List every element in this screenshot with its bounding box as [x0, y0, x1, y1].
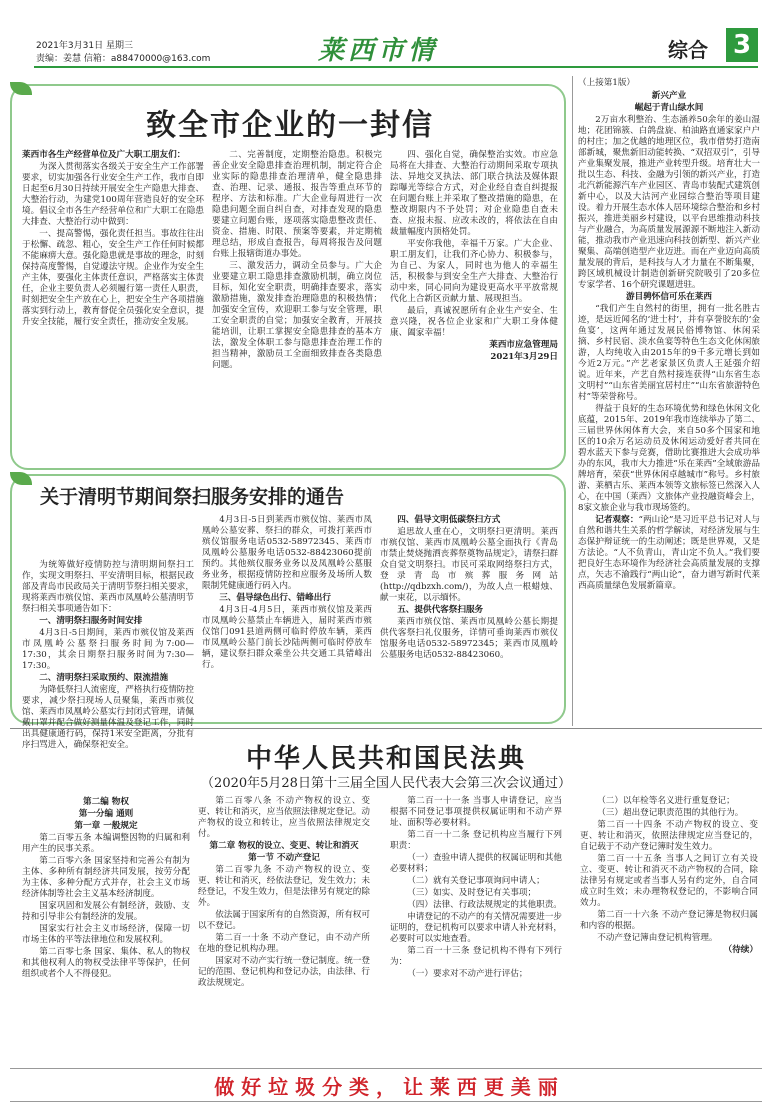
- letter-paragraph: 平安你我他，幸福千万家。广大企业、职工朋友们，让我们齐心协力、积极参与，为自己、为家人，同时也为他人的幸福生活，积极参与到安全生产大排查、大整治行动中来，同心同向为建设更高水平平放常规代化上合新区贡献力量、展现担当。: [390, 239, 558, 304]
- sidebar-column: [578, 78, 760, 724]
- footer-banner: [10, 1068, 762, 1102]
- notice-paragraph: 莱西市殡仪馆、莱西市凤凰岭公墓长期提供代客祭扫礼仪服务，详情可垂询莱西市殡仪馆服务电话0532-58972345；莱西市凤凰岭公墓服务电话0532-88423060。: [380, 617, 558, 660]
- letter-paragraph: 二、完善制度，定期整治隐患。积极完善企业安全隐患排查治理机制，制定符合企业实际的隐患排查治理清单，健全隐患排查、治理、记录、通报、报告等重点环节的程序、方法和标准。广大企业每周进行一次隐患问题全面自纠自查，对排查发现的隐患要建立问题台账，逐项落实隐患整改责任、资金、措施、时限、预案等要素，并定期梳理总结，形成自查报告，每周将报告及问题台账上报辖街道办事处。: [212, 150, 382, 259]
- letter-paragraph: 最后，真诚祝愿所有企业生产安全、生意兴隆，祝各位企业家和广大职工身体健康、阖家幸福！: [390, 306, 558, 338]
- civil-article: 第二百一十五条 当事人之间订立有关设立、变更、转让和消灭不动产物权的合同，除法律另有规定或者当事人另有约定外，自合同成立时生效；未办理物权登记的，不影响合同效力。: [580, 854, 758, 908]
- qingming-title: 关于清明节期间祭扫服务安排的通告: [40, 486, 345, 508]
- letter-paragraph: 一、提高警惕，强化责任担当。事故往往出于松懈、疏忽、粗心，安全生产工作任何时候都不能麻痹大意。强化隐患就是事故的理念，时刻保持高度警惕，自觉遵法守规。企业作为安全生产主体，要强化主体责任意识，严格落实主体责任，企业主要负责人必须履行第一责任人职责，时刻把安全生产放在心上，把安全生产各项措施落实到行动上，教育督促全员强化安全意识，提升安全技能，履行安全责任，推动安全发展。: [22, 229, 204, 327]
- sidebar-heading: 新兴产业: [651, 91, 687, 101]
- civil-article: （三）超出登记职责范围的其他行为。: [597, 808, 744, 818]
- civil-chapter: 第一章 一般规定: [74, 821, 138, 831]
- header-editor: 责编：姜慧 信箱：a88470000@163.com: [36, 54, 211, 64]
- letter-paragraph: 四、强化自觉，确保整治实效。市应急局将在大排查、大整治行动期间采取专项执法、异地交叉执法、部门联合执法及媒体跟踪曝光等综合方式，对企业经自查自纠提报在问题台账上并采取了整改措施的隐患，在整改期限内不予处罚；对企业隐患自查未查、应报未报、应改未改的，将依法在自由裁量幅度内顶格处罚。: [390, 150, 558, 237]
- civil-article: 第二百一十二条 登记机构应当履行下列职责：: [390, 830, 562, 851]
- notice-heading: 三、倡导绿色出行、错峰出行: [219, 593, 331, 603]
- letter-col-1: [22, 150, 204, 462]
- notice-heading: 四、倡导文明低碳祭扫方式: [397, 515, 501, 525]
- qingming-col-2: [202, 515, 372, 715]
- qingming-col-1: [22, 560, 194, 750]
- civil-article: 第二百一十四条 不动产物权的设立、变更、转让和消灭，依照法律规定应当登记的，自记载于不动产登记簿时发生效力。: [580, 820, 758, 852]
- notice-paragraph: 4月3日-4月5日，莱西市殡仪馆及莱西市凤凰岭公墓禁止车辆进入，届时莱西市殡仪馆门091县道两侧可临时停放车辆，莱西市凤凰岭公墓门前长沙陆两侧可临时停放车辆，建议祭扫群众乘坐公共交通工具错峰出行。: [202, 605, 372, 670]
- civil-article: 第二百一十三条 登记机构不得有下列行为：: [390, 946, 562, 967]
- civil-article: 不动产登记簿由登记机构管理。: [597, 933, 718, 943]
- letter-date: 2021年3月29日: [490, 352, 558, 362]
- header-rule: [34, 66, 758, 68]
- notice-heading: 二、清明祭扫采取预约、限流措施: [39, 673, 169, 683]
- section-rule: [10, 728, 762, 729]
- civil-article: 依法属于国家所有的自然资源，所有权可以不登记。: [198, 910, 370, 931]
- civil-article: 第二百零六条 国家坚持和完善公有制为主体、多种所有制经济共同发展，按劳分配为主体、多种分配方式并存，社会主义市场经济体制等社会主义基本经济制度。: [22, 856, 190, 899]
- civil-article: 国家对不动产实行统一登记制度。统一登记的范围、登记机构和登记办法，由法律、行政法规规定。: [198, 956, 370, 988]
- civil-col-2: [198, 796, 370, 1064]
- letter-paragraph: 为深入贯彻落实各级关于安全生产工作部署要求，切实加强各行业安全生产工作，我市自即日起至6月30日持续开展安全生产隐患大排查、大整治行动，为建党100周年营造良好的安全环境。倡议全市各生产经营单位和广大职工在隐患大排查、大整治行动中做到：: [22, 162, 204, 227]
- civil-article: 第二百零九条 不动产物权的设立、变更、转让和消灭，经依法登记，发生效力；未经登记，不发生效力，但是法律另有规定的除外。: [198, 865, 370, 908]
- civil-article: 国家实行社会主义市场经济，保障一切市场主体的平等法律地位和发展权利。: [22, 924, 190, 945]
- notice-heading: 一、清明祭扫服务时间安排: [39, 616, 143, 626]
- sidebar-paragraph: 得益于良好的生态环境优势和绿色休闲文化底蕴，2015年、2019年我市连续举办了第二、三届世界休闲体育大会，来自50多个国家和地区的10余万名运动员及休闲运动爱好者共同在碧水蓝天下参与竞赛，借助比赛推进大会成功举办的东风，我市大力推进“乐在莱西”全域旅游品牌培育，荣获“世界休闲卓越城市”称号。乡村旅游、莱栖古乐、莱西本领等文旅标签已然深入人心，在中国（莱西）文旅体产业投融资峰会上，8家文旅企业与我市现场签约。: [578, 404, 760, 513]
- sidebar-heading: 游目骋怀信可乐在莱西: [626, 292, 712, 302]
- notice-paragraph: 4月3日-5日期间，莱西市殡仪馆及莱西市凤凰岭公墓祭扫服务时间为7:00—17:30，其余日期祭扫服务时间为7:30—17:30。: [22, 628, 194, 671]
- sidebar-paragraph: 2万亩水利整治、生态涵养50余年的姜山湿地；花团锦簇、白鸽盘旋、柏油路直通家家户户的村庄；加之优越的地理区位，我市借势打造南部新城，聚焦新旧动能转换、“双招双引”，引导产业集聚发展，推进产业转型升级。培育壮大一批以生态、科技、金融为引领的新兴产业，打造北汽新能源汽车产业园区、青岛市装配式建筑创新中心，以及大沽河产业园综合整治等项目建设。着力开展生态水体人居环境综合整治和乡村振兴，推进美丽乡村建设，以平台思维推动科技与产业融合，为高质量发展源源不断地注入新动能，推动我市产业迅速向科技创新型、新兴产业聚集、高端创造型产业迈进。而在产业迈向高质量发展的背后，是科技与人才力量在不断集聚，跨区域机械设计制造创新研究院吸引了20多位专家学者、16个研究课题进驻。: [578, 115, 760, 290]
- civil-article: 第二百一十条 不动产登记，由不动产所在地的登记机构办理。: [198, 933, 370, 954]
- civil-chapter: 第二章 物权的设立、变更、转让和消灭: [209, 841, 359, 851]
- civil-article: 第二百一十一条 当事人申请登记，应当根据不同登记事项提供权属证明和不动产界址、面积等必要材料。: [390, 796, 562, 828]
- civil-section: 第一节 不动产登记: [248, 853, 320, 863]
- letter-signer: 莱西市应急管理局: [489, 340, 558, 350]
- reporter-note-title: 记者观察：: [595, 515, 639, 525]
- civil-col-3: [390, 796, 562, 1064]
- reporter-note-text: “两山论”是习近平总书记对人与自然和谐共生关系的哲学解读，对经济发展与生态保护辩证统一的生动阐述；既是世界观，又是方法论。“人不负青山，青山定不负人。”我们要把良好生态环境作为经济社会高质量发展的支撑点，矢志不渝践行“两山论”，奋力谱写新时代莱西高质量绿色发展新篇章。: [578, 515, 760, 591]
- footer-slogan: 做 好 垃 圾 分 类 ， 让 莱 西 更 美 丽: [214, 1074, 558, 1099]
- letter-paragraph: 三、激发活力，调动全员参与。广大企业要建立职工隐患排查激励机制，确立岗位目标，知化安全职责，明确排查要求，落实激励措施，激发排查治理隐患的积极热情；加强安全宣传，欢迎职工参与安全管理，职工安全职责的自觉；加强安全教育，开展技能培训，让职工掌握安全隐患排查的基本方法，激发全体职工参与隐患排查治理工作的担当精神，激励员工全面细致排查各类隐患问题。: [212, 261, 382, 370]
- sidebar-paragraph: “我们产生自然村的街里，拥有一批名胜古迹，是远近闻名的‘进士村’，并有享誉胶东的‘金鱼宴’，这两年通过发展民俗博物馆、休闲采摘、乡村民宿、淡水鱼宴等特色生态文化休闲旅游，人均纯收入由2015年的9千多元增长到如今近2万元。”产艺老家景区负责人王延强介绍说。近年来，产艺自然村接连获得“山东省生态文明村”“山东省美丽宜居村庄”“山东省旅游特色村”等荣誉称号。: [578, 304, 760, 402]
- masthead: [0, 0, 772, 70]
- civil-article: （二）就有关登记事项询问申请人；: [407, 876, 545, 886]
- newspaper-logo: 莱西市情: [318, 36, 439, 66]
- civil-code-title: 中华人民共和国民法典: [245, 744, 526, 774]
- page-number: 3: [726, 28, 758, 62]
- civil-article: 第二百一十六条 不动产登记簿是物权归属和内容的根据。: [580, 910, 758, 931]
- civil-section: 第一分编 通则: [78, 809, 134, 819]
- qingming-col-3: [380, 515, 558, 715]
- civil-col-1: [22, 796, 190, 1064]
- civil-col-4: [580, 796, 758, 1064]
- reporter-note: [578, 515, 760, 592]
- notice-heading: 五、提供代客祭扫服务: [397, 605, 484, 615]
- civil-part: 第二编 物权: [83, 797, 129, 807]
- notice-paragraph: 为统筹做好疫情防控与清明期间祭扫工作，实现文明祭扫、平安清明目标，根据民政部及青岛市民政局关于清明节祭扫相关要求，现将莱西市殡仪馆、莱西市凤凰岭公墓清明节祭扫相关事项通告如下：: [22, 560, 194, 614]
- header-date: 2021年3月31日 星期三: [36, 41, 133, 51]
- notice-paragraph: 追思故人重在心，文明祭扫更清明。莱西市殡仪馆、莱西市凤凰岭公墓全面执行《青岛市禁止焚烧抛洒丧葬祭奠物品规定》，请祭扫群众自觉文明祭扫。市民可采取网络祭扫方式，登录青岛市殡葬服务网站(http://qdbzxh.com/)，为故人点一根蜡烛、献一束花，以示缅怀。: [380, 527, 558, 603]
- civil-article: （四）法律、行政法规规定的其他职责。: [407, 900, 562, 910]
- civil-article: 第二百零七条 国家、集体、私人的物权和其他权利人的物权受法律平等保护，任何组织或者个人不得侵犯。: [22, 947, 190, 979]
- civil-article: 申请登记的不动产的有关情况需要进一步证明的，登记机构可以要求申请人补充材料，必要时可以实地查看。: [390, 912, 562, 944]
- civil-article: （二）以年检等名义进行重复登记；: [597, 796, 735, 806]
- civil-article: （三）如实、及时登记有关事项；: [407, 888, 537, 898]
- civil-code-subtitle: （2020年5月28日第十三届全国人民代表大会第三次会议通过）: [201, 776, 571, 791]
- to-be-continued: （待续）: [723, 945, 758, 955]
- civil-article: （一）要求对不动产进行评估；: [407, 969, 528, 979]
- section-name: 综合: [668, 38, 708, 62]
- civil-article: （一）查验申请人提供的权属证明和其他必要材料；: [390, 853, 562, 874]
- notice-paragraph: 为降低祭扫人流密度，严格执行疫情防控要求，减少祭扫现场人员聚集，莱西市殡仪馆、莱西市凤凰岭公墓实行封闭式管理，请佩戴口罩并配合做好测量体温及登记工作，同时出具健康通行码，保持1米安全距离，分批有序扫骂进入，确保祭祀安全。: [22, 685, 194, 750]
- letter-col-3: [390, 150, 558, 462]
- sidebar-heading: 崛起于青山绿水间: [634, 103, 704, 113]
- civil-article: 第二百零八条 不动产物权的设立、变更、转让和消灭，应当依照法律规定登记。动产物权的设立和转让，应当依照法律规定交付。: [198, 796, 370, 839]
- letter-col-2: [212, 150, 382, 462]
- letter-salutation: 莱西市各生产经营单位及广大职工朋友们：: [22, 150, 186, 160]
- letter-title: 致全市企业的一封信: [146, 108, 434, 143]
- notice-paragraph: 4月3日-5日到莱西市殡仪馆、莱西市凤凰岭公墓安葬、祭扫的群众，可拨打莱西市殡仪馆服务电话0532-58972345、莱西市凤凰岭公墓服务电话0532-88423060提前预约。其他殡仪服务业务以及凤凰岭公墓服务业务，根据疫情防控和应服务及场所人数限制凭健康通行码入内。: [202, 515, 372, 591]
- sidebar-divider: [572, 76, 573, 726]
- civil-article: 国家巩固和发展公有制经济，鼓励、支持和引导非公有制经济的发展。: [22, 901, 190, 922]
- civil-article: 第二百零五条 本编调整因物的归属和利用产生的民事关系。: [22, 833, 190, 854]
- continued-from: （上接第1版）: [578, 78, 636, 88]
